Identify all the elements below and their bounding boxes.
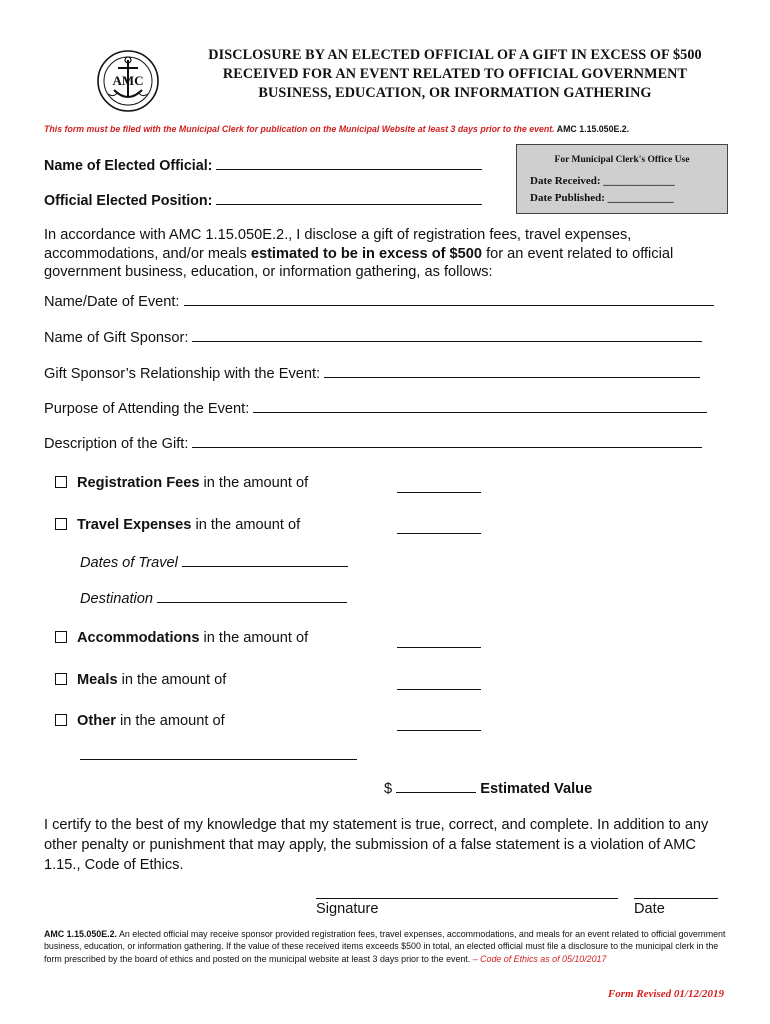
field-blank[interactable] (192, 433, 702, 448)
estimated-value-blank[interactable] (396, 778, 476, 793)
field-label: Description of the Gift: (44, 436, 189, 452)
purpose-field[interactable] (44, 398, 707, 417)
code-footnote (44, 928, 728, 965)
travel-expenses-item (55, 517, 300, 533)
official-name-blank[interactable] (216, 155, 482, 170)
registration-fees-checkbox[interactable] (55, 476, 67, 488)
event-name-date-field[interactable] (44, 291, 714, 310)
accommodations-checkbox[interactable] (55, 631, 67, 643)
field-blank[interactable] (253, 398, 707, 413)
destination-blank[interactable] (157, 588, 347, 603)
date-label: Date (634, 901, 665, 917)
item-name: Registration Fees (77, 475, 200, 491)
field-blank[interactable] (192, 327, 702, 342)
signature-line[interactable] (316, 884, 618, 899)
travel-expenses-amount[interactable] (397, 519, 481, 534)
footnote-code-of-ethics: – Code of Ethics as of 05/10/2017 (472, 953, 607, 964)
field-label: Purpose of Attending the Event: (44, 401, 250, 417)
item-name: Other (77, 713, 116, 729)
gift-description-field[interactable] (44, 433, 702, 452)
other-amount[interactable] (397, 716, 481, 731)
title-line: DISCLOSURE BY AN ELECTED OFFICIAL OF A GIFT IN EXCESS OF $500 (208, 47, 702, 63)
filing-notice-code: AMC 1.15.050E.2. (556, 124, 630, 134)
intro-text-end: for an event related to official government business, education, or information gathering, as follows: (44, 245, 674, 280)
field-label: Name of Gift Sponsor: (44, 330, 189, 346)
item-name: Travel Expenses (77, 517, 192, 533)
svg-text:AMC: AMC (112, 73, 144, 88)
municipal-seal-icon (96, 46, 160, 116)
field-label: Name/Date of Event: (44, 294, 180, 310)
form-revised-date: Form Revised 01/12/2019 (607, 988, 724, 1000)
certification-paragraph: I certify to the best of my knowledge that my statement is true, correct, and complete. In addition to any other penalty or punishment that may apply, the submission of a false statement is a violation of AMC 1.15., Code of Ethics. (44, 817, 709, 873)
clerk-box-title: For Municipal Clerk's Office Use (554, 155, 690, 165)
form-title (170, 46, 740, 103)
item-suffix: in the amount of (115, 713, 225, 729)
intro-paragraph (44, 226, 734, 282)
item-suffix: in the amount of (117, 672, 227, 688)
accommodations-item (55, 630, 308, 646)
date-line[interactable] (634, 884, 718, 899)
official-name-label: Name of Elected Official: (44, 158, 213, 174)
accommodations-amount[interactable] (397, 633, 481, 648)
field-blank[interactable] (324, 363, 700, 378)
item-suffix: in the amount of (199, 630, 309, 646)
filing-notice (44, 124, 744, 134)
footnote-code: AMC 1.15.050E.2. (44, 929, 118, 939)
other-checkbox[interactable] (55, 714, 67, 726)
title-line: RECEIVED FOR AN EVENT RELATED TO OFFICIAL GOVERNMENT (222, 66, 688, 82)
estimated-value-label: Estimated Value (480, 781, 593, 797)
official-name-field[interactable] (44, 155, 482, 174)
field-blank[interactable] (184, 291, 714, 306)
clerk-office-box (516, 144, 728, 214)
intro-text: In accordance with AMC 1.15.050E.2., I disclose a gift of registration fees, travel expenses, accommodations, and/or meals (44, 227, 632, 262)
dates-of-travel-field[interactable] (80, 552, 348, 571)
estimated-value-field (384, 778, 592, 797)
registration-fees-item (55, 475, 308, 491)
signature-label: Signature (316, 901, 379, 917)
official-position-blank[interactable] (216, 190, 482, 205)
registration-fees-amount[interactable] (397, 478, 481, 493)
date-published: Date Published: ____________ (530, 192, 674, 204)
item-suffix: in the amount of (199, 475, 309, 491)
dates-of-travel-blank[interactable] (182, 552, 348, 567)
official-position-label: Official Elected Position: (44, 193, 213, 209)
destination-field[interactable] (80, 588, 347, 607)
gift-sponsor-field[interactable] (44, 327, 702, 346)
date-received: Date Received: _____________ (530, 175, 675, 187)
other-item (55, 713, 225, 729)
meals-amount[interactable] (397, 675, 481, 690)
intro-bold-text: estimated to be in excess of $500 (250, 245, 483, 262)
meals-item (55, 672, 226, 688)
sponsor-relationship-field[interactable] (44, 363, 700, 382)
item-name: Meals (77, 672, 118, 688)
field-label: Gift Sponsor’s Relationship with the Event: (44, 366, 321, 382)
item-suffix: in the amount of (191, 517, 301, 533)
dates-of-travel-label: Dates of Travel (80, 555, 178, 571)
other-description-blank[interactable] (80, 745, 357, 760)
travel-expenses-checkbox[interactable] (55, 518, 67, 530)
destination-label: Destination (80, 591, 154, 607)
dollar-sign: $ (384, 781, 393, 797)
footnote-text: An elected official may receive sponsor provided registration fees, travel expenses, accommodations, and meals for an event related to official government business, education, or information gathering. If the value of these received items exceeds $500 in total, an elected official must file a disclosure to the municipal clerk in the form prescribed by the board of ethics and posted on the municipal website at least 3 days prior to the event. (44, 929, 726, 964)
item-name: Accommodations (77, 630, 200, 646)
meals-checkbox[interactable] (55, 673, 67, 685)
title-line: BUSINESS, EDUCATION, OR INFORMATION GATHERING (258, 85, 652, 101)
filing-notice-text: This form must be filed with the Municipal Clerk for publication on the Municipal Website at least 3 days prior to the event. (44, 124, 555, 134)
official-position-field[interactable] (44, 190, 482, 209)
